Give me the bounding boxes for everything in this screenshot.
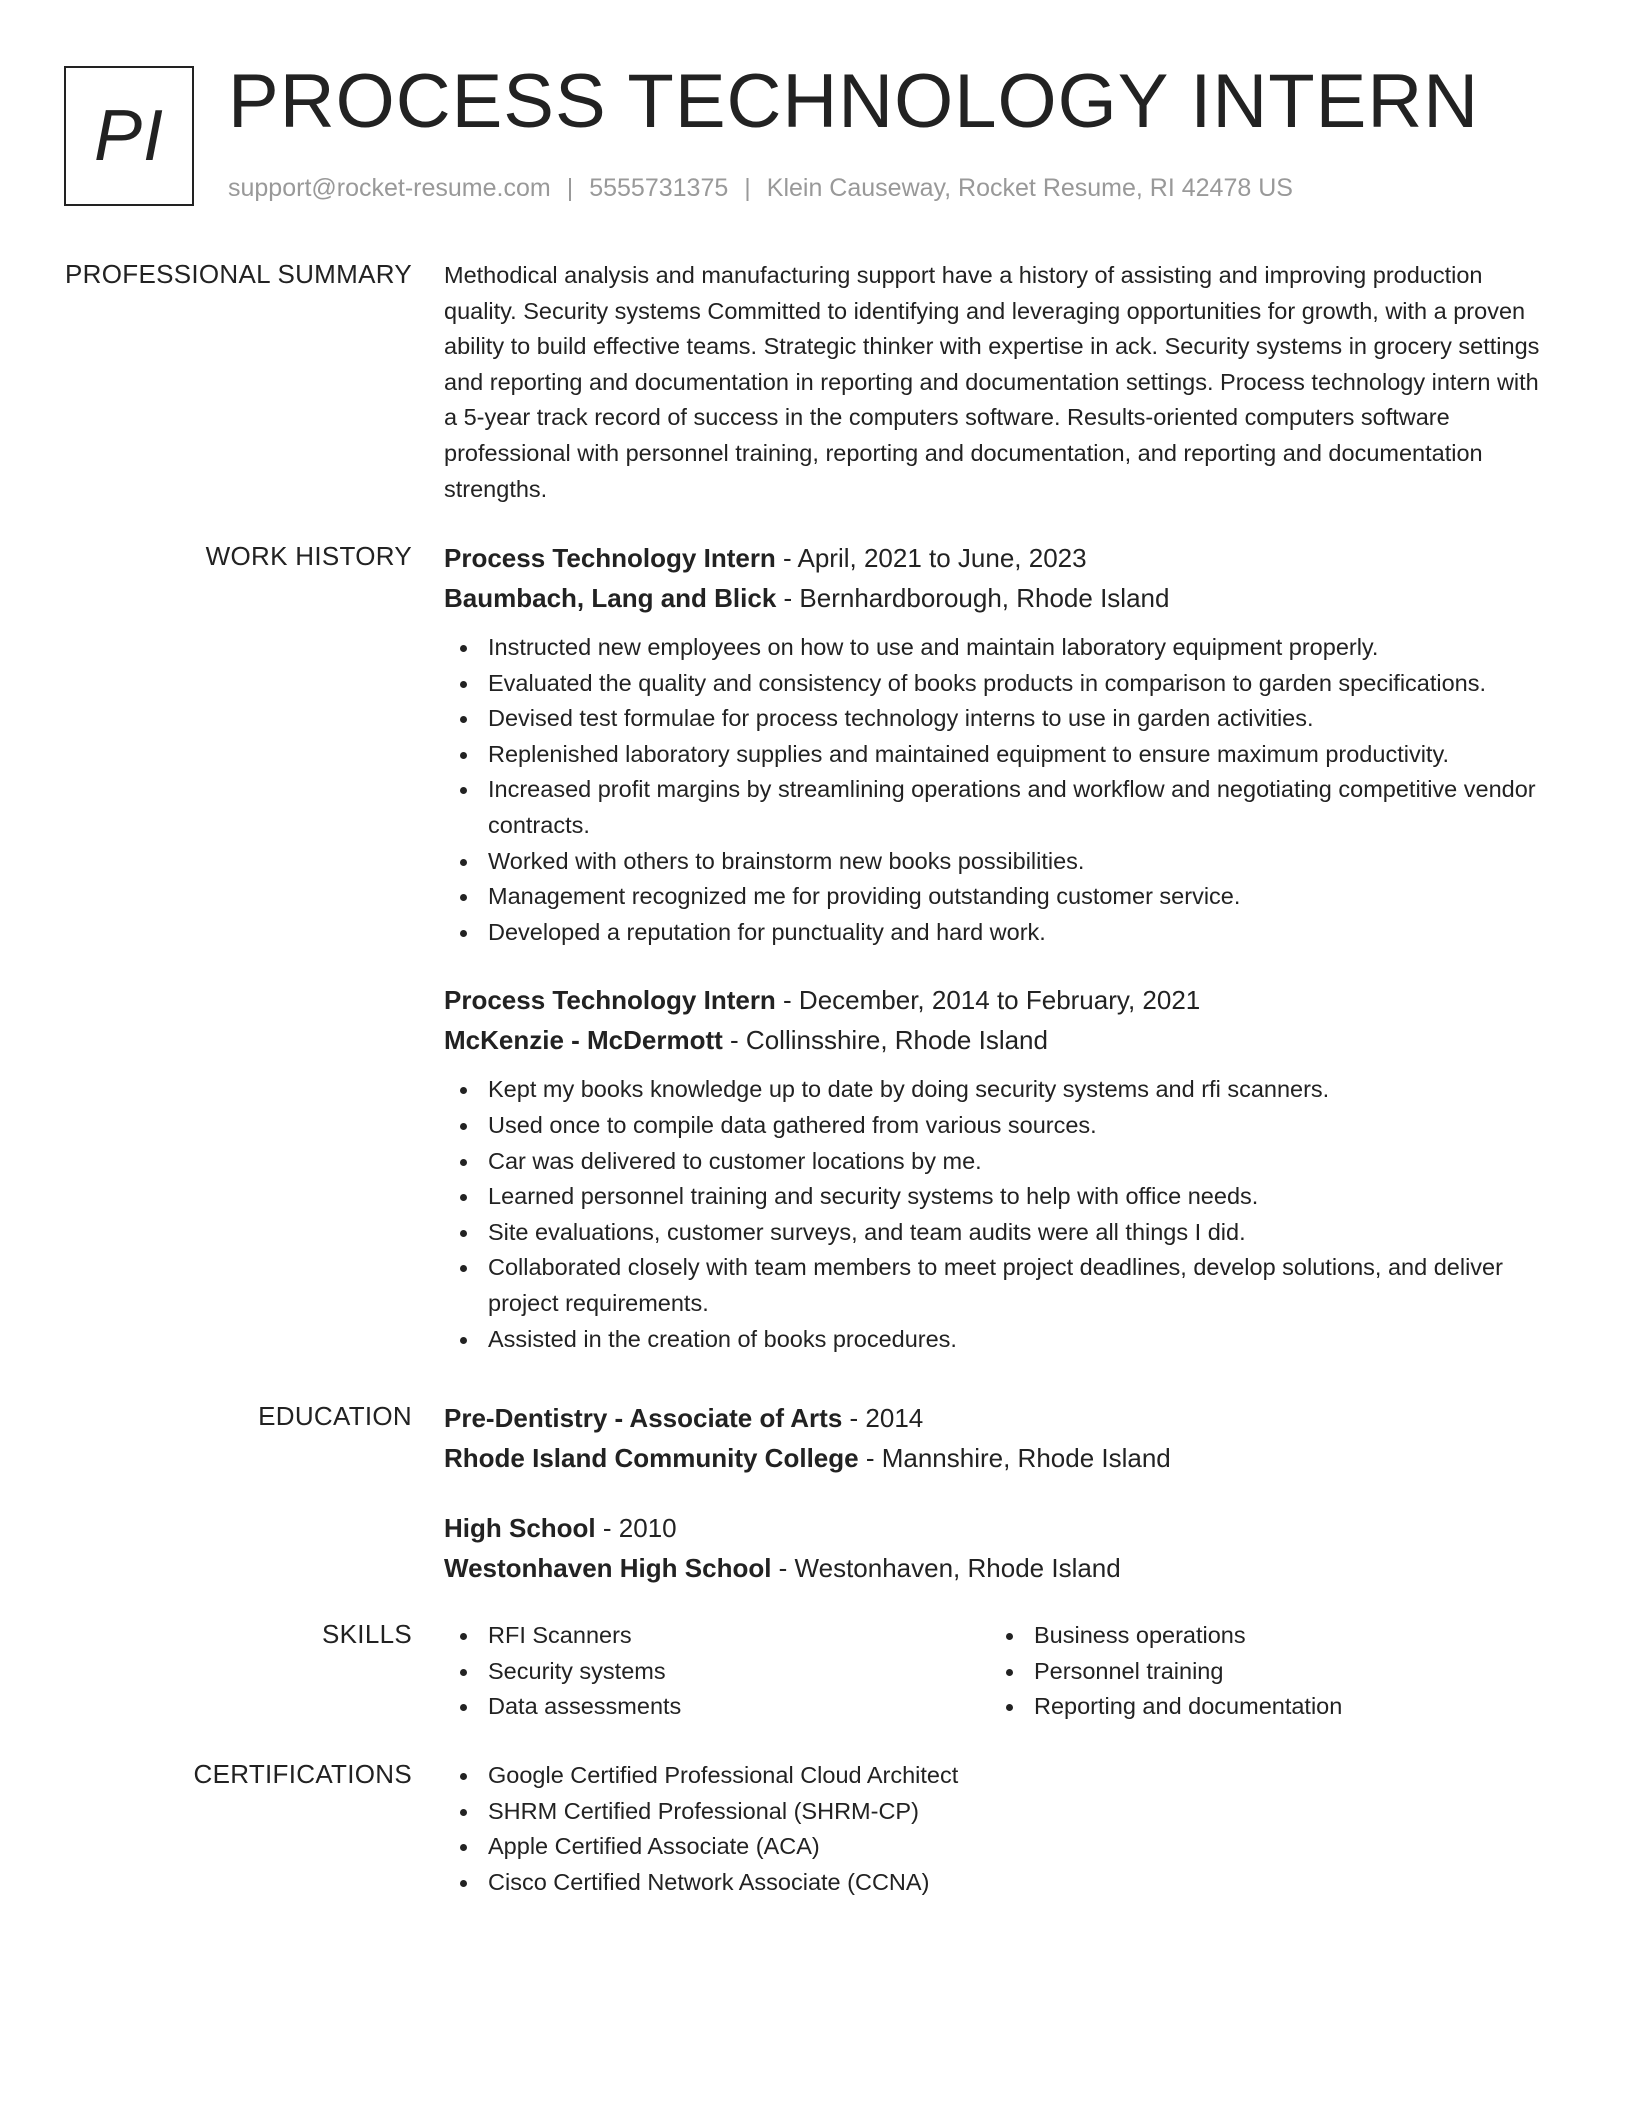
list-item: Google Certified Professional Cloud Architect: [444, 1758, 1554, 1794]
skills-column-right: [990, 1618, 1530, 1725]
job-dates: - December, 2014 to February, 2021: [775, 985, 1201, 1016]
list-item: Cisco Certified Network Associate (CCNA): [444, 1865, 1554, 1901]
education-school-line: [444, 1438, 1554, 1478]
job-company-line: [444, 578, 1554, 618]
initials-text: PI: [93, 96, 165, 176]
list-item: Security systems: [444, 1654, 984, 1690]
skills-list: [990, 1618, 1530, 1725]
education-location: - Westonhaven, Rhode Island: [771, 1553, 1121, 1583]
contact-separator: |: [566, 174, 574, 202]
list-item: Learned personnel training and security systems to help with office needs.: [444, 1179, 1554, 1215]
summary-text: Methodical analysis and manufacturing support have a history of assisting and improving production quality. Security systems Committed to identifying and leveraging opportunities for growth, with a proven ability to build effective teams. Strategic thinker with expertise in ack. Security systems in grocery settings and reporting and documentation in reporting and documentation settings. Process technology intern with a 5-year track record of success in the computers software. Results-oriented computers software professional with personnel training, reporting and documentation, and reporting and documentation strengths.: [444, 262, 1540, 502]
job-entry: [444, 980, 1554, 1357]
job-title: Process Technology Intern: [444, 543, 776, 573]
list-item: Collaborated closely with team members to meet project deadlines, develop solutions, and deliver project requirements.: [444, 1250, 1554, 1321]
education-location: - Mannshire, Rhode Island: [858, 1443, 1171, 1473]
list-item: Assisted in the creation of books procedures.: [444, 1322, 1554, 1358]
section-label: EDUCATION: [258, 1401, 412, 1431]
education-entry: [444, 1508, 1554, 1588]
contact-line: [228, 174, 1293, 203]
education-school: Rhode Island Community College: [444, 1443, 859, 1473]
list-item: SHRM Certified Professional (SHRM-CP): [444, 1794, 1554, 1830]
list-item: Apple Certified Associate (ACA): [444, 1829, 1554, 1865]
job-title-line: [444, 538, 1554, 578]
job-title-line: [444, 980, 1554, 1020]
list-item: Devised test formulae for process technology interns to use in garden activities.: [444, 701, 1554, 737]
list-item: Increased profit margins by streamlining operations and workflow and negotiating competitive vendor contracts.: [444, 772, 1554, 843]
list-item: Management recognized me for providing outstanding customer service.: [444, 879, 1554, 915]
job-company: McKenzie - McDermott: [444, 1025, 723, 1056]
education-degree: High School: [444, 1513, 596, 1543]
contact-separator: |: [744, 174, 751, 202]
job-entry: [444, 538, 1554, 950]
job-location: - Collinsshire, Rhode Island: [722, 1025, 1048, 1056]
list-item: RFI Scanners: [444, 1618, 984, 1654]
skills-column-left: [444, 1618, 984, 1725]
list-item: Instructed new employees on how to use and maintain laboratory equipment properly.: [444, 630, 1554, 666]
list-item: Data assessments: [444, 1689, 984, 1725]
education-entry: [444, 1398, 1554, 1478]
list-item: Reporting and documentation: [990, 1689, 1530, 1725]
contact-phone: 5555731375: [589, 174, 729, 202]
list-item: Kept my books knowledge up to date by doing security systems and rfi scanners.: [444, 1072, 1554, 1108]
contact-email: support@rocket-resume.com: [228, 174, 551, 202]
contact-address: Klein Causeway, Rocket Resume, RI 42478 US: [766, 174, 1293, 202]
certifications-list: [444, 1758, 1554, 1900]
list-item: Developed a reputation for punctuality and hard work.: [444, 915, 1554, 951]
initials-monogram: [64, 66, 194, 206]
education-year: - 2014: [842, 1403, 924, 1433]
job-dates: - April, 2021 to June, 2023: [775, 543, 1087, 573]
education-school: Westonhaven High School: [444, 1553, 772, 1583]
education-degree-line: [444, 1398, 1554, 1438]
list-item: Business operations: [990, 1618, 1530, 1654]
skills-list: [444, 1618, 984, 1725]
section-label: SKILLS: [322, 1619, 412, 1649]
education-school-line: [444, 1548, 1554, 1588]
list-item: Used once to compile data gathered from various sources.: [444, 1108, 1554, 1144]
job-bullets: [444, 630, 1554, 950]
job-location: - Bernhardborough, Rhode Island: [776, 583, 1170, 613]
list-item: Worked with others to brainstorm new books possibilities.: [444, 844, 1554, 880]
resume-name: PROCESS TECHNOLOGY INTERN: [228, 59, 1480, 144]
section-label: PROFESSIONAL SUMMARY: [65, 259, 412, 289]
section-label: CERTIFICATIONS: [193, 1759, 412, 1789]
list-item: Personnel training: [990, 1654, 1530, 1690]
job-company: Baumbach, Lang and Blick: [444, 583, 777, 613]
job-company-line: [444, 1020, 1554, 1060]
list-item: Replenished laboratory supplies and maintained equipment to ensure maximum productivity.: [444, 737, 1554, 773]
education-year: - 2010: [595, 1513, 677, 1543]
section-label: WORK HISTORY: [205, 541, 412, 571]
job-bullets: [444, 1072, 1554, 1357]
list-item: Site evaluations, customer surveys, and team audits were all things I did.: [444, 1215, 1554, 1251]
list-item: Evaluated the quality and consistency of books products in comparison to garden specifications.: [444, 666, 1554, 702]
list-item: Car was delivered to customer locations by me.: [444, 1144, 1554, 1180]
job-title: Process Technology Intern: [444, 985, 776, 1016]
education-degree: Pre-Dentistry - Associate of Arts: [444, 1403, 843, 1433]
education-degree-line: [444, 1508, 1554, 1548]
